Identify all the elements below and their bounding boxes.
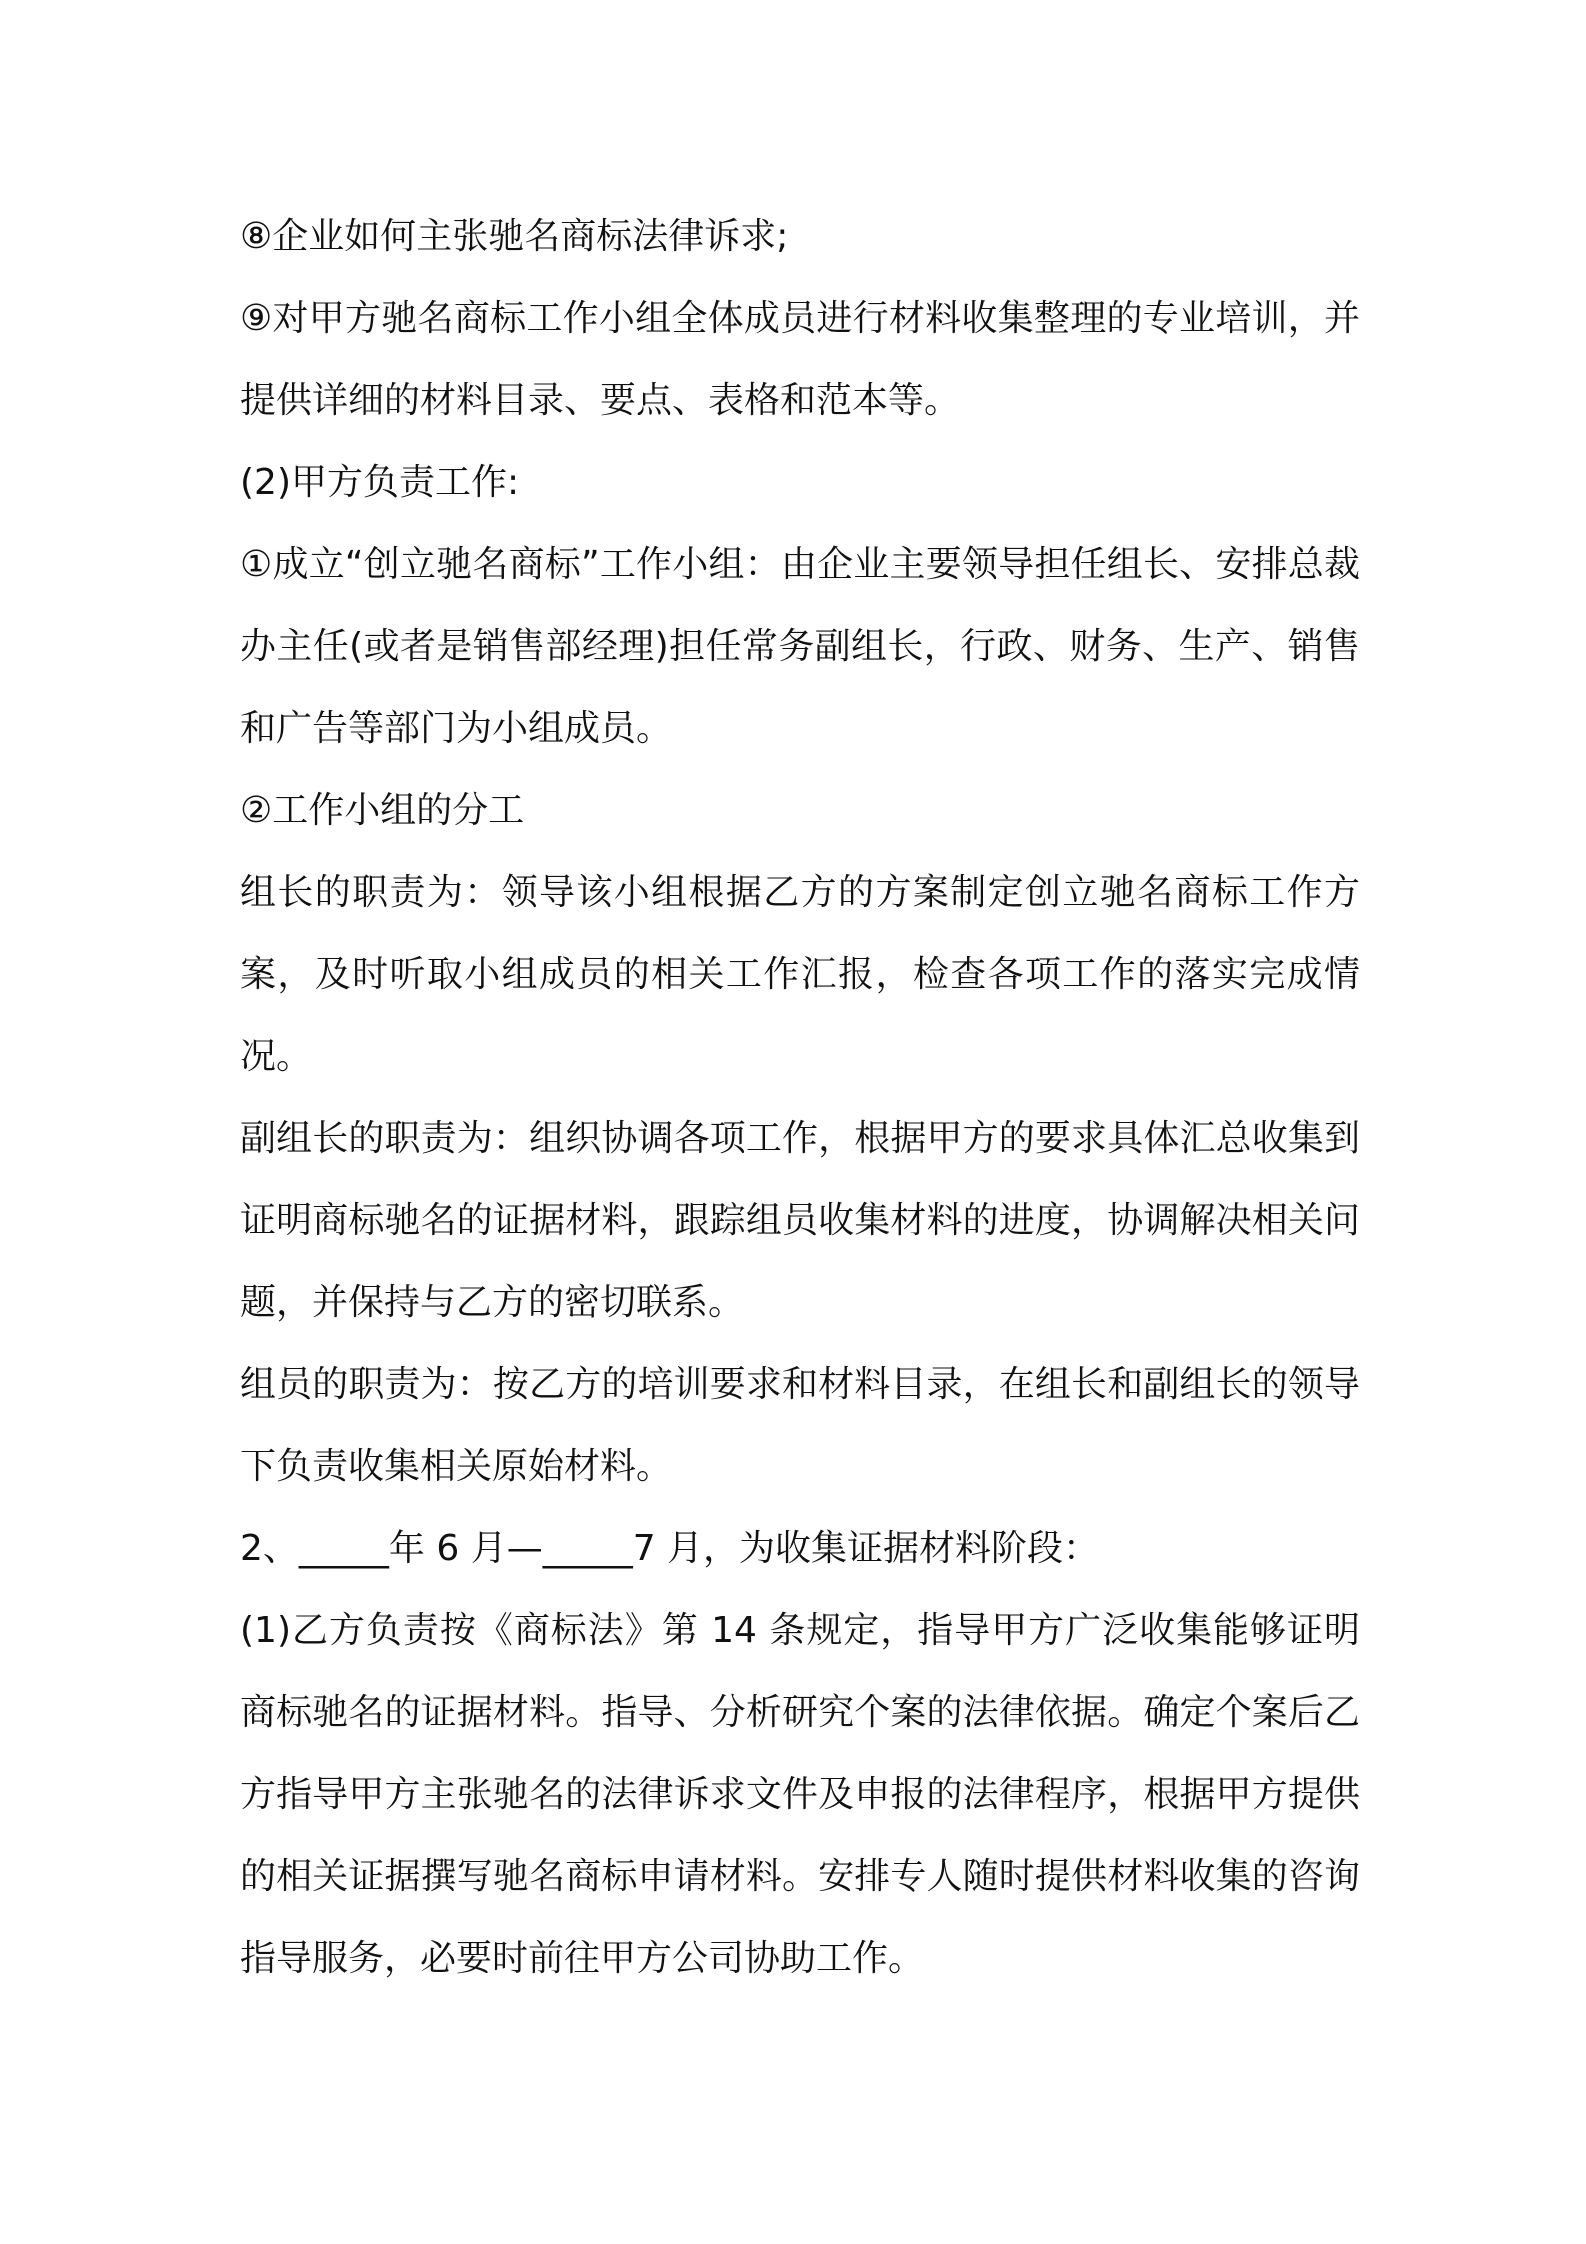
paragraph: ②工作小组的分工 bbox=[240, 790, 525, 831]
paragraph: ①成立“创立驰名商标”工作小组：由企业主要领导担任组长、安排总裁办主任(或者是销售部经理)担任常务副组长，行政、财务、生产、销售和广告等部门为小组成员。 bbox=[240, 544, 1360, 749]
document-body bbox=[240, 196, 1360, 2000]
paragraph: ⑧企业如何主张驰名商标法律诉求; bbox=[240, 216, 789, 257]
paragraph: 组员的职责为：按乙方的培训要求和材料目录，在组长和副组长的领导下负责收集相关原始材料。 bbox=[240, 1364, 1360, 1487]
paragraph: ⑨对甲方驰名商标工作小组全体成员进行材料收集整理的专业培训，并提供详细的材料目录、要点、表格和范本等。 bbox=[240, 298, 1360, 421]
paragraph: 2、_____年 6 月—_____7 月，为收集证据材料阶段： bbox=[240, 1528, 1100, 1569]
paragraph: (1)乙方负责按《商标法》第 14 条规定，指导甲方广泛收集能够证明商标驰名的证据材料。指导、分析研究个案的法律依据。确定个案后乙方指导甲方主张驰名的法律诉求文件及申报的法律程序，根据甲方提供的相关证据撰写驰名商标申请材料。安排专人随时提供材料收集的咨询指导服务，必要时前往甲方公司协助工作。 bbox=[240, 1610, 1360, 1979]
paragraph: 组长的职责为：领导该小组根据乙方的方案制定创立驰名商标工作方案，及时听取小组成员的相关工作汇报，检查各项工作的落实完成情况。 bbox=[240, 872, 1360, 1077]
paragraph: (2)甲方负责工作: bbox=[240, 462, 520, 503]
paragraph: 副组长的职责为：组织协调各项工作，根据甲方的要求具体汇总收集到证明商标驰名的证据材料，跟踪组员收集材料的进度，协调解决相关问题，并保持与乙方的密切联系。 bbox=[240, 1118, 1360, 1323]
